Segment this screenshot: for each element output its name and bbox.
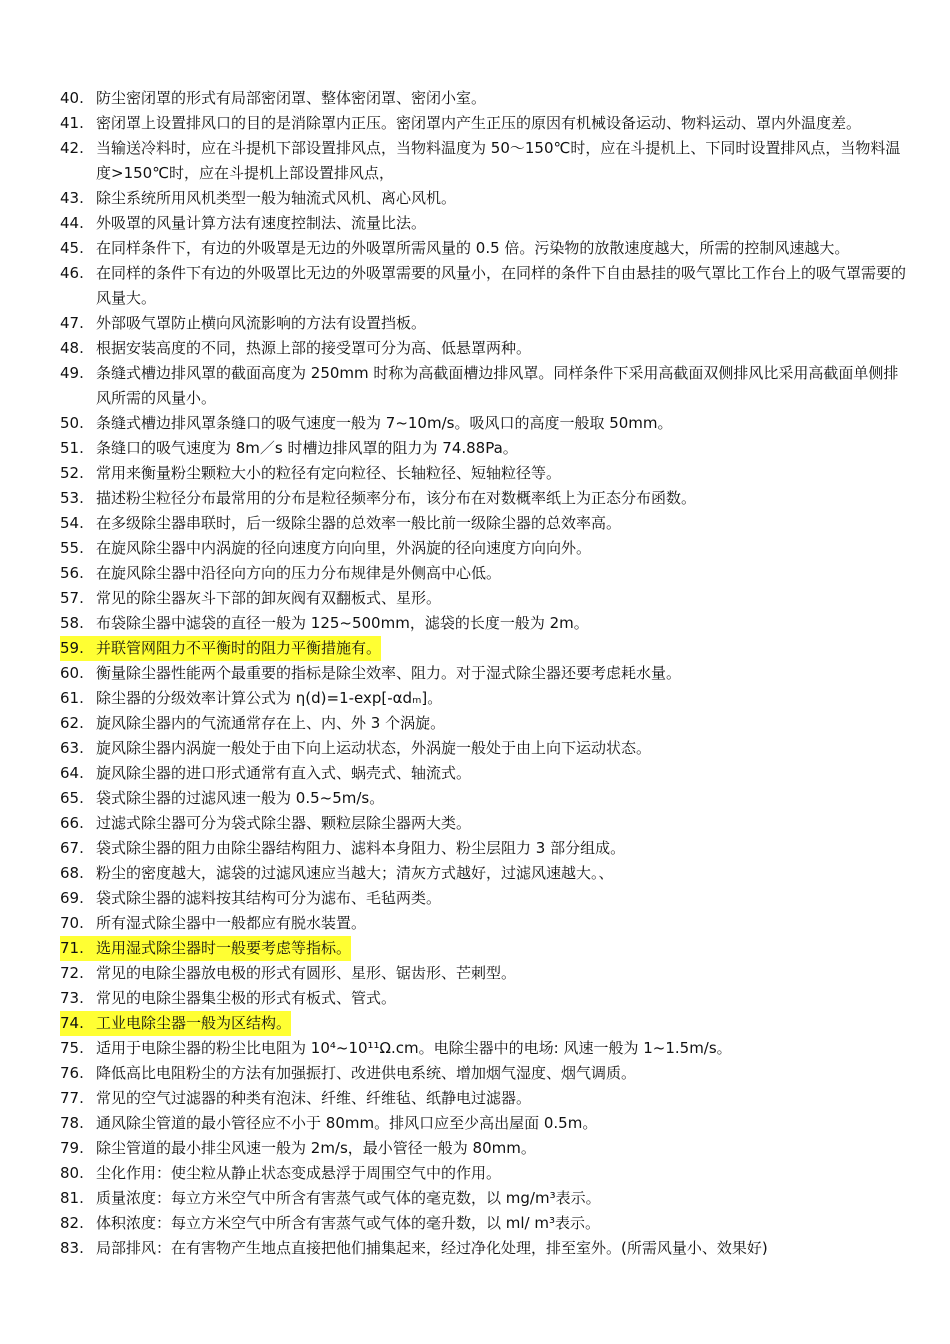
list-item <box>60 211 910 236</box>
item-text: 过滤式除尘器可分为袋式除尘器、颗粒层除尘器两大类。 <box>96 814 472 832</box>
list-item <box>60 1111 910 1136</box>
item-number: 71. <box>60 936 96 961</box>
item-text: 除尘器的分级效率计算公式为 η(d)=1-exp[-αdₘ]。 <box>96 689 443 707</box>
item-number: 66. <box>60 814 84 832</box>
list-item <box>60 486 910 511</box>
item-number: 77. <box>60 1089 84 1107</box>
item-text: 除尘管道的最小排尘风速一般为 2m/s，最小管径一般为 80mm。 <box>96 1139 536 1157</box>
list-item <box>60 1061 910 1086</box>
item-text: 防尘密闭罩的形式有局部密闭罩、整体密闭罩、密闭小室。 <box>96 89 487 107</box>
item-text: 旋风除尘器内的气流通常存在上、内、外 3 个涡旋。 <box>96 714 446 732</box>
item-number: 55. <box>60 539 84 557</box>
list-item <box>60 111 910 136</box>
list-item <box>60 1036 910 1061</box>
item-text: 常见的除尘器灰斗下部的卸灰阀有双翻板式、星形。 <box>96 589 442 607</box>
item-number: 59. <box>60 636 96 661</box>
item-text: 选用湿式除尘器时一般要考虑等指标。 <box>96 936 351 961</box>
item-number: 60. <box>60 664 84 682</box>
item-text: 袋式除尘器的过滤风速一般为 0.5~5m/s。 <box>96 789 385 807</box>
list-item <box>60 511 910 536</box>
list-item <box>60 136 910 186</box>
item-number: 45. <box>60 239 84 257</box>
list-item <box>60 1161 910 1186</box>
list-item <box>60 461 910 486</box>
item-number: 47. <box>60 314 84 332</box>
question-list <box>60 86 910 1261</box>
item-text: 根据安装高度的不同，热源上部的接受罩可分为高、低悬罩两种。 <box>96 339 532 357</box>
list-item <box>60 1236 910 1261</box>
list-item <box>60 436 910 461</box>
item-number: 46. <box>60 264 84 282</box>
list-item <box>60 536 910 561</box>
item-number: 49. <box>60 364 84 382</box>
item-number: 63. <box>60 739 84 757</box>
item-number: 83. <box>60 1239 84 1257</box>
list-item <box>60 411 910 436</box>
list-item <box>60 261 910 311</box>
item-text: 在旋风除尘器中内涡旋的径向速度方向向里，外涡旋的径向速度方向向外。 <box>96 539 592 557</box>
list-item <box>60 661 910 686</box>
item-number: 81. <box>60 1189 84 1207</box>
list-item <box>60 636 381 661</box>
item-number: 48. <box>60 339 84 357</box>
list-item <box>60 1186 910 1211</box>
item-number: 64. <box>60 764 84 782</box>
item-text: 常见的空气过滤器的种类有泡沫、纤维、纤维毡、纸静电过滤器。 <box>96 1089 532 1107</box>
item-text: 体积浓度：每立方米空气中所含有害蒸气或气体的毫升数，以 ml/ m³表示。 <box>96 1214 600 1232</box>
item-number: 70. <box>60 914 84 932</box>
item-text: 旋风除尘器内涡旋一般处于由下向上运动状态，外涡旋一般处于由上向下运动状态。 <box>96 739 652 757</box>
item-number: 61. <box>60 689 84 707</box>
item-text: 并联管网阻力不平衡时的阻力平衡措施有。 <box>96 636 381 661</box>
item-text: 质量浓度：每立方米空气中所含有害蒸气或气体的毫克数，以 mg/m³表示。 <box>96 1189 601 1207</box>
list-item <box>60 336 910 361</box>
item-text: 外部吸气罩防止横向风流影响的方法有设置挡板。 <box>96 314 427 332</box>
item-number: 76. <box>60 1064 84 1082</box>
item-number: 65. <box>60 789 84 807</box>
item-number: 52. <box>60 464 84 482</box>
item-text: 布袋除尘器中滤袋的直径一般为 125~500mm，滤袋的长度一般为 2m。 <box>96 614 589 632</box>
item-number: 51. <box>60 439 84 457</box>
item-number: 53. <box>60 489 84 507</box>
item-text: 袋式除尘器的滤料按其结构可分为滤布、毛毡两类。 <box>96 889 442 907</box>
item-number: 40. <box>60 89 84 107</box>
item-number: 58. <box>60 614 84 632</box>
item-text: 通风除尘管道的最小管径应不小于 80mm。排风口应至少高出屋面 0.5m。 <box>96 1114 598 1132</box>
item-text: 旋风除尘器的进口形式通常有直入式、蜗壳式、轴流式。 <box>96 764 472 782</box>
item-number: 73. <box>60 989 84 1007</box>
item-text: 粉尘的密度越大，滤袋的过滤风速应当越大；清灰方式越好，过滤风速越大。、 <box>96 864 614 882</box>
list-item <box>60 561 910 586</box>
item-number: 78. <box>60 1114 84 1132</box>
item-number: 80. <box>60 1164 84 1182</box>
item-number: 41. <box>60 114 84 132</box>
item-text: 局部排风：在有害物产生地点直接把他们捕集起来，经过净化处理，排至室外。(所需风量小、效果好) <box>96 1239 768 1257</box>
item-text: 常用来衡量粉尘颗粒大小的粒径有定向粒径、长轴粒径、短轴粒径等。 <box>96 464 562 482</box>
item-text: 密闭罩上设置排风口的目的是消除罩内正压。密闭罩内产生正压的原因有机械设备运动、物料运动、罩内外温度差。 <box>96 114 862 132</box>
item-text: 外吸罩的风量计算方法有速度控制法、流量比法。 <box>96 214 427 232</box>
list-item <box>60 736 910 761</box>
list-item <box>60 686 910 711</box>
item-text: 描述粉尘粒径分布最常用的分布是粒径频率分布，该分布在对数概率纸上为正态分布函数。 <box>96 489 697 507</box>
item-number: 72. <box>60 964 84 982</box>
item-number: 50. <box>60 414 84 432</box>
item-number: 44. <box>60 214 84 232</box>
list-item <box>60 711 910 736</box>
item-number: 69. <box>60 889 84 907</box>
list-item <box>60 786 910 811</box>
list-item <box>60 811 910 836</box>
list-item <box>60 611 910 636</box>
item-text: 所有湿式除尘器中一般都应有脱水装置。 <box>96 914 367 932</box>
item-text: 降低高比电阻粉尘的方法有加强振打、改进供电系统、增加烟气湿度、烟气调质。 <box>96 1064 637 1082</box>
item-text: 尘化作用：使尘粒从静止状态变成悬浮于周围空气中的作用。 <box>96 1164 502 1182</box>
item-text: 条缝口的吸气速度为 8m／s 时槽边排风罩的阻力为 74.88Pa。 <box>96 439 518 457</box>
item-text: 除尘系统所用风机类型一般为轴流式风机、离心风机。 <box>96 189 457 207</box>
list-item <box>60 836 910 861</box>
item-number: 75. <box>60 1039 84 1057</box>
item-text: 在同样条件下，有边的外吸罩是无边的外吸罩所需风量的 0.5 倍。污染物的放散速度越大，所需的控制风速越大。 <box>96 239 850 257</box>
item-text: 衡量除尘器性能两个最重要的指标是除尘效率、阻力。对于湿式除尘器还要考虑耗水量。 <box>96 664 682 682</box>
list-item <box>60 186 910 211</box>
list-item <box>60 961 910 986</box>
item-text: 条缝式槽边排风罩条缝口的吸气速度一般为 7~10m/s。吸风口的高度一般取 50mm。 <box>96 414 673 432</box>
list-item <box>60 1136 910 1161</box>
item-number: 57. <box>60 589 84 607</box>
item-number: 42. <box>60 139 84 157</box>
list-item <box>60 911 910 936</box>
item-text: 在多级除尘器串联时，后一级除尘器的总效率一般比前一级除尘器的总效率高。 <box>96 514 622 532</box>
list-item <box>60 861 910 886</box>
item-number: 68. <box>60 864 84 882</box>
item-text: 常见的电除尘器集尘极的形式有板式、管式。 <box>96 989 397 1007</box>
item-number: 82. <box>60 1214 84 1232</box>
item-number: 54. <box>60 514 84 532</box>
item-number: 79. <box>60 1139 84 1157</box>
item-text: 常见的电除尘器放电极的形式有圆形、星形、锯齿形、芒刺型。 <box>96 964 517 982</box>
list-item <box>60 311 910 336</box>
list-item <box>60 1011 291 1036</box>
item-number: 74. <box>60 1011 96 1036</box>
item-number: 62. <box>60 714 84 732</box>
item-text: 在同样的条件下有边的外吸罩比无边的外吸罩需要的风量小，在同样的条件下自由悬挂的吸气罩比工作台上的吸气罩需要的风量大。 <box>96 264 907 307</box>
item-number: 56. <box>60 564 84 582</box>
item-text: 工业电除尘器一般为区结构。 <box>96 1011 291 1036</box>
list-item <box>60 586 910 611</box>
list-item <box>60 936 351 961</box>
item-text: 在旋风除尘器中沿径向方向的压力分布规律是外侧高中心低。 <box>96 564 502 582</box>
list-item <box>60 761 910 786</box>
item-text: 袋式除尘器的阻力由除尘器结构阻力、滤料本身阻力、粉尘层阻力 3 部分组成。 <box>96 839 626 857</box>
item-text: 当输送冷料时，应在斗提机下部设置排风点，当物料温度为 50～150℃时，应在斗提机上、下同时设置排风点，当物料温度>150℃时，应在斗提机上部设置排风点， <box>96 139 901 182</box>
item-text: 条缝式槽边排风罩的截面高度为 250mm 时称为高截面槽边排风罩。同样条件下采用高截面双侧排风比采用高截面单侧排风所需的风量小。 <box>96 364 899 407</box>
list-item <box>60 886 910 911</box>
list-item <box>60 236 910 261</box>
list-item <box>60 1211 910 1236</box>
item-number: 43. <box>60 189 84 207</box>
list-item <box>60 361 910 411</box>
list-item <box>60 986 910 1011</box>
item-number: 67. <box>60 839 84 857</box>
list-item <box>60 1086 910 1111</box>
list-item <box>60 86 910 111</box>
item-text: 适用于电除尘器的粉尘比电阻为 10⁴~10¹¹Ω.cm。电除尘器中的电场: 风速一般为 1~1.5m/s。 <box>96 1039 732 1057</box>
